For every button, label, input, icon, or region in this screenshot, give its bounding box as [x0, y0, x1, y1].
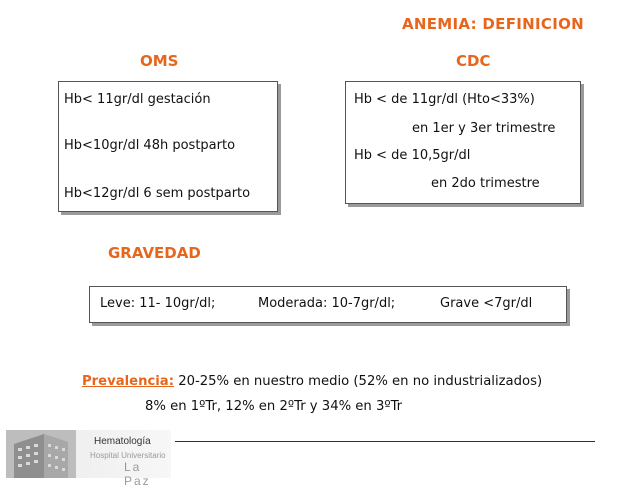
prevalencia-trimestres: 8% en 1ºTr, 12% en 2ºTr y 34% en 3ºTr — [145, 399, 403, 414]
oms-line-2: Hb<10gr/dl 48h postparto — [64, 138, 236, 153]
cdc-line-2: en 1er y 3er trimestre — [412, 121, 556, 136]
cdc-line-3: Hb < de 10,5gr/dl — [354, 148, 471, 163]
prevalencia-line — [82, 374, 542, 389]
hospital-building-icon — [6, 430, 76, 478]
logo-hospital: Hospital Universitario — [90, 451, 166, 460]
oms-line-1: Hb< 11gr/dl gestación — [64, 92, 211, 107]
cdc-line-4: en 2do trimestre — [431, 176, 540, 191]
logo-lapaz: La Paz — [124, 460, 151, 488]
oms-heading: OMS — [140, 52, 179, 70]
cdc-box — [345, 81, 581, 204]
cdc-heading: CDC — [456, 52, 491, 70]
slide-title: ANEMIA: DEFINICION — [402, 15, 584, 33]
severity-grave: Grave <7gr/dl — [440, 296, 533, 311]
oms-line-3: Hb<12gr/dl 6 sem postparto — [64, 186, 251, 201]
footer-divider — [175, 441, 595, 442]
severity-moderada: Moderada: 10-7gr/dl; — [258, 296, 396, 311]
prevalencia-text: 20-25% en nuestro medio (52% en no industrializados) — [178, 374, 543, 389]
severity-leve: Leve: 11- 10gr/dl; — [100, 296, 216, 311]
gravedad-heading: GRAVEDAD — [108, 244, 201, 262]
cdc-line-1: Hb < de 11gr/dl (Hto<33%) — [354, 92, 535, 107]
logo-hematologia: Hematología — [94, 436, 151, 447]
oms-box — [58, 81, 278, 212]
hospital-logo — [6, 430, 171, 488]
prevalencia-label: Prevalencia: — [82, 374, 174, 389]
